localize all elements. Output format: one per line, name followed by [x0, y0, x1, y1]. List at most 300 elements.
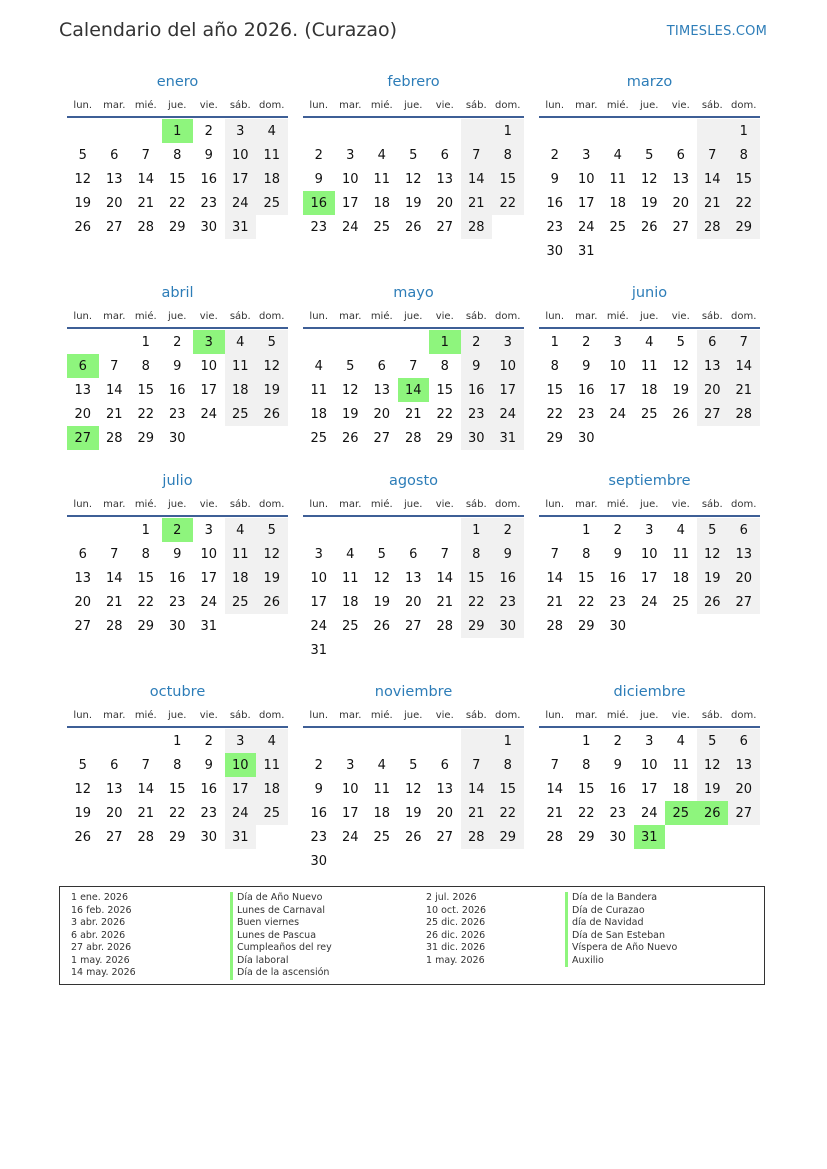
- empty-cell: [366, 330, 398, 354]
- day-cell: 15: [492, 777, 524, 801]
- day-cell: 24: [200, 594, 218, 610]
- day-cell: 12: [697, 542, 729, 566]
- day-cell: 1: [550, 334, 559, 350]
- day-cell: 22: [137, 406, 155, 422]
- weekday-label: mié.: [134, 99, 157, 111]
- day-cell: 6: [728, 518, 760, 542]
- day-cell: 12: [256, 354, 288, 378]
- weekday-label: dom.: [259, 709, 285, 721]
- weekday-label: sáb.: [701, 709, 723, 721]
- site-link[interactable]: TIMESLES.COM: [666, 24, 767, 39]
- weekday-label: lun.: [309, 709, 329, 721]
- day-cell: 28: [404, 430, 422, 446]
- day-cell: 30: [200, 219, 218, 235]
- header-divider: [67, 327, 288, 329]
- weekday-label: mié.: [606, 310, 629, 322]
- day-cell: 10: [341, 781, 359, 797]
- day-cell: 9: [173, 546, 182, 562]
- day-cell: 3: [582, 147, 591, 163]
- day-cell: 21: [546, 594, 564, 610]
- day-cell: 11: [672, 757, 690, 773]
- legend-entry: Cumpleaños del rey: [230, 942, 332, 955]
- day-cell: 30: [609, 829, 627, 845]
- day-cell: 1: [492, 729, 524, 753]
- weekday-header: [539, 306, 760, 326]
- day-cell: 16: [168, 382, 186, 398]
- day-cell: 15: [168, 171, 186, 187]
- day-cell: 5: [697, 518, 729, 542]
- day-cell: 15: [577, 570, 595, 586]
- day-cell: 23: [168, 594, 186, 610]
- weekday-label: vie.: [435, 99, 454, 111]
- day-cell: 7: [110, 358, 119, 374]
- day-cell: 6: [110, 147, 119, 163]
- day-cell: 4: [346, 546, 355, 562]
- weekday-label: vie.: [671, 498, 690, 510]
- day-cell: 17: [225, 777, 257, 801]
- day-cell: 5: [409, 757, 418, 773]
- day-cell: 11: [256, 753, 288, 777]
- day-cell: 24: [609, 406, 627, 422]
- weekday-label: sáb.: [229, 310, 251, 322]
- day-cell: 4: [225, 518, 257, 542]
- day-cell: 10: [609, 358, 627, 374]
- day-cell: 2: [461, 330, 493, 354]
- day-cell: 7: [440, 546, 449, 562]
- day-cell: 10: [200, 358, 218, 374]
- day-cell: 18: [225, 566, 257, 590]
- legend-entry: 1 may. 2026: [426, 954, 485, 966]
- month-title: noviembre: [374, 684, 453, 700]
- legend-entry: 16 feb. 2026: [71, 904, 132, 916]
- weekday-label: dom.: [495, 99, 521, 111]
- header-divider: [539, 116, 760, 118]
- day-cell: 6: [110, 757, 119, 773]
- day-cell: 5: [78, 757, 87, 773]
- day-cell: 22: [168, 195, 186, 211]
- weekday-header: [539, 95, 760, 115]
- day-cell: 28: [461, 215, 493, 239]
- day-cell: 24: [310, 618, 328, 634]
- month-junio: [539, 283, 760, 450]
- empty-cell: [130, 729, 162, 753]
- day-cell: 8: [582, 546, 591, 562]
- day-cell: 28: [546, 618, 564, 634]
- weekday-label: mar.: [575, 709, 598, 721]
- empty-cell: [303, 729, 335, 753]
- day-cell: 5: [256, 330, 288, 354]
- day-cell: 28: [137, 219, 155, 235]
- holiday-day-cell: 6: [67, 354, 99, 378]
- day-cell: 21: [546, 805, 564, 821]
- day-cell: 18: [225, 378, 257, 402]
- weekday-header: [67, 705, 288, 725]
- day-cell: 25: [310, 430, 328, 446]
- weekday-label: jue.: [640, 310, 659, 322]
- holiday-day-cell: 3: [193, 330, 225, 354]
- day-cell: 1: [728, 119, 760, 143]
- empty-cell: [539, 518, 571, 542]
- weekday-label: mié.: [606, 709, 629, 721]
- empty-cell: [461, 119, 493, 143]
- legend-entry: 1 may. 2026: [71, 954, 130, 966]
- day-cell: 13: [105, 171, 123, 187]
- weekday-label: dom.: [731, 498, 757, 510]
- day-cell: 15: [492, 167, 524, 191]
- day-cell: 31: [492, 426, 524, 450]
- day-cell: 2: [204, 123, 213, 139]
- day-cell: 8: [440, 358, 449, 374]
- header-divider: [67, 515, 288, 517]
- weekday-header: [539, 705, 760, 725]
- empty-cell: [366, 518, 398, 542]
- day-cell: 7: [141, 757, 150, 773]
- holiday-day-cell: 14: [398, 378, 430, 402]
- day-cell: 12: [640, 171, 658, 187]
- day-cell: 6: [440, 147, 449, 163]
- day-cell: 24: [640, 805, 658, 821]
- legend-entry: Día de Año Nuevo: [230, 892, 332, 905]
- day-cell: 21: [105, 406, 123, 422]
- day-cell: 24: [225, 191, 257, 215]
- weekday-label: sáb.: [229, 498, 251, 510]
- empty-cell: [539, 729, 571, 753]
- weekday-header: [303, 306, 524, 326]
- day-cell: 10: [225, 143, 257, 167]
- day-cell: 6: [409, 546, 418, 562]
- day-cell: 20: [105, 805, 123, 821]
- day-cell: 15: [546, 382, 564, 398]
- day-cell: 9: [204, 757, 213, 773]
- month-diciembre: [539, 682, 760, 849]
- header-divider: [303, 116, 524, 118]
- month-title: mayo: [393, 285, 434, 301]
- day-cell: 27: [404, 618, 422, 634]
- legend-entry: Día de la ascensión: [230, 967, 332, 980]
- day-cell: 21: [105, 594, 123, 610]
- day-cell: 20: [404, 594, 422, 610]
- month-title: enero: [156, 74, 199, 90]
- day-cell: 27: [728, 801, 760, 825]
- day-cell: 26: [256, 402, 288, 426]
- day-cell: 20: [436, 805, 454, 821]
- legend-entry: Día de San Esteban: [565, 930, 677, 943]
- weekday-label: jue.: [168, 99, 187, 111]
- day-cell: 9: [613, 546, 622, 562]
- empty-cell: [130, 119, 162, 143]
- day-cell: 12: [404, 781, 422, 797]
- empty-cell: [335, 518, 367, 542]
- day-cell: 16: [168, 570, 186, 586]
- weekday-label: sáb.: [465, 310, 487, 322]
- day-cell: 1: [582, 522, 591, 538]
- weekday-label: mié.: [606, 99, 629, 111]
- legend-names-left: [230, 892, 332, 980]
- legend-dates-left: [71, 892, 136, 980]
- day-cell: 29: [168, 829, 186, 845]
- day-cell: 25: [225, 590, 257, 614]
- day-cell: 5: [377, 546, 386, 562]
- day-cell: 23: [609, 594, 627, 610]
- day-cell: 19: [404, 805, 422, 821]
- month-title: marzo: [626, 74, 673, 90]
- weekday-label: lun.: [309, 498, 329, 510]
- legend-entry: Día de Curazao: [565, 905, 677, 918]
- weekday-label: mié.: [134, 498, 157, 510]
- weekday-label: vie.: [435, 498, 454, 510]
- weekday-label: mar.: [575, 99, 598, 111]
- day-cell: 14: [461, 167, 493, 191]
- weekday-label: dom.: [731, 99, 757, 111]
- day-cell: 21: [697, 191, 729, 215]
- day-cell: 2: [582, 334, 591, 350]
- weekday-label: sáb.: [229, 99, 251, 111]
- weekday-label: mié.: [606, 498, 629, 510]
- day-cell: 29: [728, 215, 760, 239]
- day-cell: 22: [436, 406, 454, 422]
- weekday-label: jue.: [404, 498, 423, 510]
- day-cell: 8: [582, 757, 591, 773]
- day-grid: [67, 330, 288, 450]
- day-cell: 6: [377, 358, 386, 374]
- weekday-header: [303, 494, 524, 514]
- day-cell: 18: [341, 594, 359, 610]
- header-divider: [539, 515, 760, 517]
- day-cell: 25: [341, 618, 359, 634]
- day-cell: 22: [577, 805, 595, 821]
- empty-cell: [539, 119, 571, 143]
- day-cell: 9: [582, 358, 591, 374]
- day-cell: 5: [256, 518, 288, 542]
- day-cell: 26: [672, 406, 690, 422]
- empty-cell: [429, 119, 461, 143]
- day-cell: 18: [373, 805, 391, 821]
- header-divider: [539, 327, 760, 329]
- day-cell: 17: [609, 382, 627, 398]
- day-cell: 23: [200, 195, 218, 211]
- day-cell: 4: [613, 147, 622, 163]
- empty-cell: [303, 119, 335, 143]
- weekday-header: [67, 306, 288, 326]
- day-cell: 19: [256, 378, 288, 402]
- day-cell: 9: [492, 542, 524, 566]
- day-grid: [303, 518, 524, 662]
- day-cell: 22: [137, 594, 155, 610]
- day-cell: 16: [492, 566, 524, 590]
- holiday-day-cell: 31: [634, 825, 666, 849]
- empty-cell: [335, 729, 367, 753]
- day-cell: 5: [676, 334, 685, 350]
- day-cell: 2: [173, 334, 182, 350]
- day-grid: [539, 729, 760, 849]
- weekday-header: [67, 494, 288, 514]
- day-cell: 15: [461, 566, 493, 590]
- day-cell: 21: [137, 805, 155, 821]
- day-cell: 9: [204, 147, 213, 163]
- day-cell: 25: [640, 406, 658, 422]
- day-cell: 21: [461, 191, 493, 215]
- day-cell: 3: [225, 119, 257, 143]
- weekday-label: mié.: [370, 709, 393, 721]
- day-cell: 18: [310, 406, 328, 422]
- weekday-label: dom.: [731, 709, 757, 721]
- weekday-label: sáb.: [465, 99, 487, 111]
- month-enero: [67, 72, 288, 239]
- legend-entry: 1 ene. 2026: [71, 892, 128, 903]
- day-cell: 4: [676, 522, 685, 538]
- day-cell: 13: [373, 382, 391, 398]
- day-cell: 28: [728, 402, 760, 426]
- day-cell: 31: [225, 825, 257, 849]
- day-cell: 24: [640, 594, 658, 610]
- day-cell: 20: [373, 406, 391, 422]
- holiday-day-cell: 16: [303, 191, 335, 215]
- weekday-label: vie.: [671, 709, 690, 721]
- day-cell: 3: [314, 546, 323, 562]
- weekday-label: dom.: [259, 310, 285, 322]
- weekday-label: vie.: [435, 310, 454, 322]
- day-cell: 6: [676, 147, 685, 163]
- day-cell: 29: [168, 219, 186, 235]
- day-grid: [67, 729, 288, 849]
- day-cell: 14: [546, 781, 564, 797]
- day-cell: 7: [461, 753, 493, 777]
- day-cell: 28: [546, 829, 564, 845]
- weekday-label: dom.: [495, 310, 521, 322]
- day-cell: 7: [550, 757, 559, 773]
- day-cell: 9: [613, 757, 622, 773]
- day-cell: 31: [577, 243, 595, 259]
- day-cell: 14: [461, 777, 493, 801]
- day-cell: 30: [168, 430, 186, 446]
- day-grid: [303, 729, 524, 873]
- day-cell: 12: [697, 753, 729, 777]
- day-cell: 15: [168, 781, 186, 797]
- month-title: julio: [162, 473, 193, 489]
- day-cell: 5: [78, 147, 87, 163]
- holiday-day-cell: 27: [67, 426, 99, 450]
- day-cell: 8: [173, 757, 182, 773]
- day-grid: [539, 330, 760, 450]
- day-cell: 23: [577, 406, 595, 422]
- day-cell: 22: [492, 801, 524, 825]
- day-cell: 4: [676, 733, 685, 749]
- day-cell: 13: [74, 570, 92, 586]
- day-cell: 12: [341, 382, 359, 398]
- month-title: octubre: [149, 684, 206, 700]
- day-cell: 3: [613, 334, 622, 350]
- day-cell: 18: [672, 570, 690, 586]
- month-noviembre: [303, 682, 524, 873]
- weekday-label: mar.: [103, 498, 126, 510]
- day-cell: 13: [436, 171, 454, 187]
- day-cell: 14: [728, 354, 760, 378]
- day-cell: 2: [613, 733, 622, 749]
- header-divider: [67, 116, 288, 118]
- holiday-day-cell: 10: [225, 753, 257, 777]
- weekday-label: dom.: [731, 310, 757, 322]
- day-cell: 27: [74, 618, 92, 634]
- day-cell: 19: [697, 566, 729, 590]
- day-cell: 22: [577, 594, 595, 610]
- legend-entry: Día laboral: [230, 955, 332, 968]
- day-cell: 17: [640, 570, 658, 586]
- month-title: agosto: [388, 473, 439, 489]
- empty-cell: [67, 330, 99, 354]
- weekday-label: vie.: [199, 709, 218, 721]
- empty-cell: [429, 729, 461, 753]
- day-cell: 21: [137, 195, 155, 211]
- day-cell: 25: [672, 594, 690, 610]
- day-cell: 11: [672, 546, 690, 562]
- weekday-label: jue.: [640, 709, 659, 721]
- empty-cell: [398, 729, 430, 753]
- month-marzo: [539, 72, 760, 263]
- weekday-label: lun.: [309, 99, 329, 111]
- legend-entry: Lunes de Carnaval: [230, 905, 332, 918]
- day-cell: 13: [697, 354, 729, 378]
- day-cell: 11: [225, 542, 257, 566]
- day-cell: 22: [546, 406, 564, 422]
- day-cell: 10: [492, 354, 524, 378]
- empty-cell: [398, 518, 430, 542]
- weekday-label: jue.: [168, 310, 187, 322]
- day-cell: 14: [436, 570, 454, 586]
- day-cell: 24: [341, 829, 359, 845]
- day-cell: 11: [225, 354, 257, 378]
- weekday-label: jue.: [404, 99, 423, 111]
- day-cell: 19: [74, 805, 92, 821]
- empty-cell: [67, 518, 99, 542]
- legend-entry: 31 dic. 2026: [426, 942, 486, 953]
- weekday-label: jue.: [404, 709, 423, 721]
- header-divider: [303, 515, 524, 517]
- holiday-day-cell: 25: [665, 801, 697, 825]
- day-cell: 3: [645, 733, 654, 749]
- day-cell: 3: [204, 522, 213, 538]
- day-cell: 27: [105, 219, 123, 235]
- day-cell: 17: [200, 382, 218, 398]
- empty-cell: [571, 119, 603, 143]
- day-cell: 26: [404, 829, 422, 845]
- day-cell: 17: [577, 195, 595, 211]
- weekday-label: mar.: [103, 709, 126, 721]
- day-cell: 27: [436, 829, 454, 845]
- month-abril: [67, 283, 288, 450]
- day-cell: 26: [256, 590, 288, 614]
- day-cell: 4: [377, 757, 386, 773]
- day-cell: 25: [225, 402, 257, 426]
- day-cell: 30: [168, 618, 186, 634]
- empty-cell: [303, 518, 335, 542]
- holiday-day-cell: 1: [429, 330, 461, 354]
- day-cell: 5: [346, 358, 355, 374]
- day-cell: 4: [225, 330, 257, 354]
- legend-entry: día de Navidad: [565, 917, 677, 930]
- month-agosto: [303, 471, 524, 662]
- weekday-label: mar.: [339, 498, 362, 510]
- day-cell: 25: [256, 191, 288, 215]
- day-cell: 31: [200, 618, 218, 634]
- empty-cell: [99, 518, 131, 542]
- weekday-label: mié.: [370, 310, 393, 322]
- day-cell: 30: [200, 829, 218, 845]
- day-cell: 9: [314, 171, 323, 187]
- day-cell: 16: [609, 570, 627, 586]
- weekday-label: lun.: [73, 709, 93, 721]
- legend-entry: 6 abr. 2026: [71, 929, 126, 941]
- day-cell: 7: [409, 358, 418, 374]
